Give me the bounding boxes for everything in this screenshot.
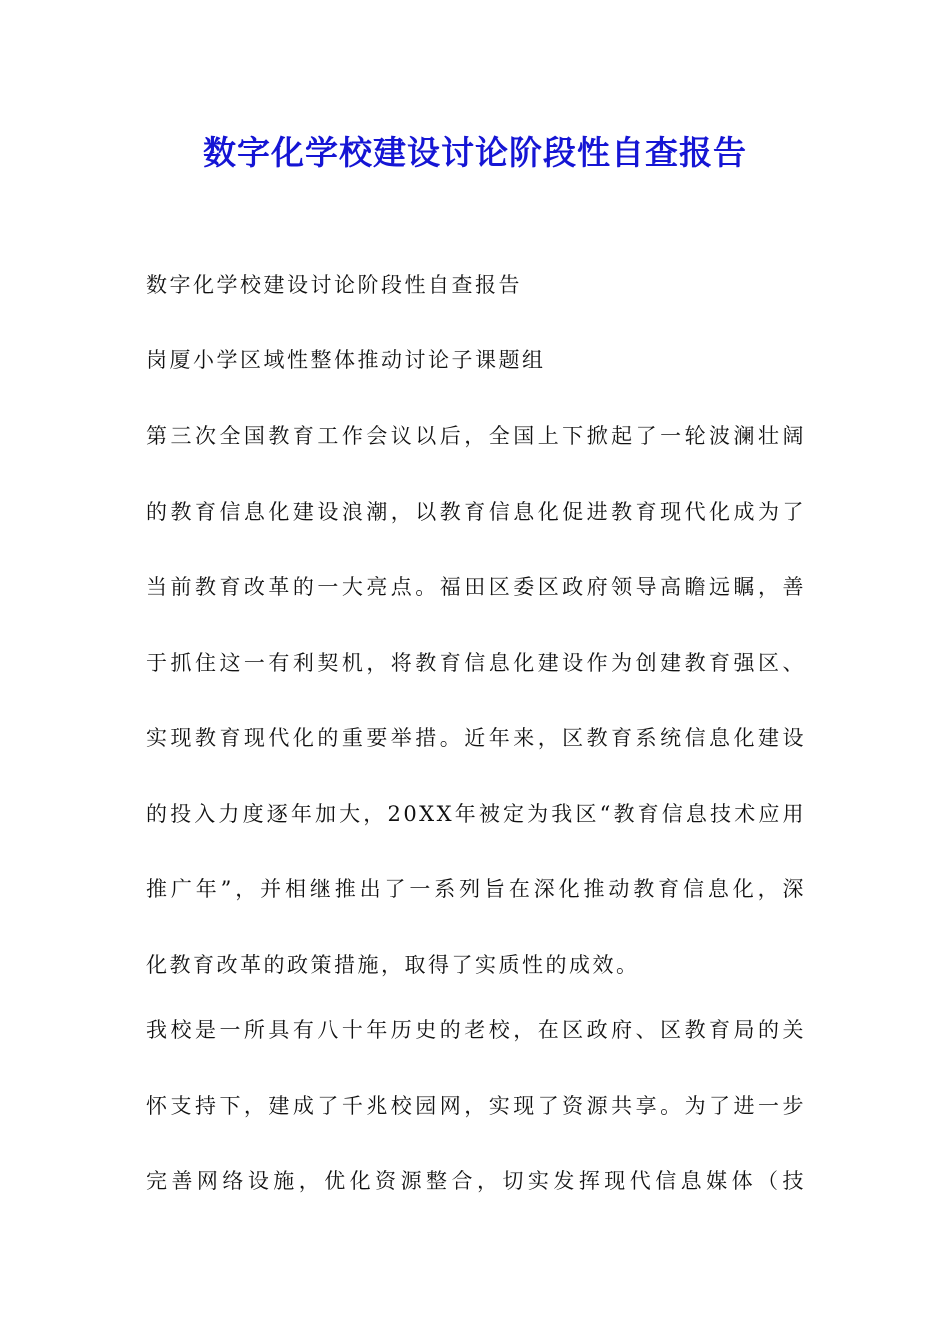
paragraph-line: 化教育改革的政策措施，取得了实质性的成效。 [146, 952, 640, 977]
paragraph-line: 怀支持下，建成了千兆校园网，实现了资源共享。为了进一步 [146, 1093, 806, 1118]
paragraph-line: 第三次全国教育工作会议以后，全国上下掀起了一轮波澜壮阔 [146, 424, 806, 448]
document-subtitle: 数字化学校建设讨论阶段性自查报告 [146, 273, 522, 297]
author-group-line: 岗厦小学区域性整体推动讨论子课题组 [146, 348, 546, 372]
paragraph-line: 我校是一所具有八十年历史的老校，在区政府、区教育局的关 [146, 1018, 806, 1042]
document-title: 数字化学校建设讨论阶段性自查报告 [203, 133, 747, 172]
paragraph-line: 当前教育改革的一大亮点。福田区委区政府领导高瞻远瞩，善 [146, 575, 806, 599]
paragraph-line: 于抓住这一有利契机，将教育信息化建设作为创建教育强区、 [146, 650, 806, 675]
paragraph-line: 完善网络设施，优化资源整合，切实发挥现代信息媒体（技 [146, 1169, 806, 1193]
paragraph-line: 的教育信息化建设浪潮，以教育信息化促进教育现代化成为了 [146, 499, 806, 524]
paragraph-1 [146, 399, 806, 1003]
paragraph-2 [146, 993, 806, 1220]
paragraph-line: 推广年”，并相继推出了一系列旨在深化推动教育信息化，深 [146, 877, 806, 901]
paragraph-line: 的投入力度逐年加大，20XX年被定为我区“教育信息技术应用 [146, 801, 806, 826]
paragraph-line: 实现教育现代化的重要举措。近年来，区教育系统信息化建设 [146, 726, 806, 750]
